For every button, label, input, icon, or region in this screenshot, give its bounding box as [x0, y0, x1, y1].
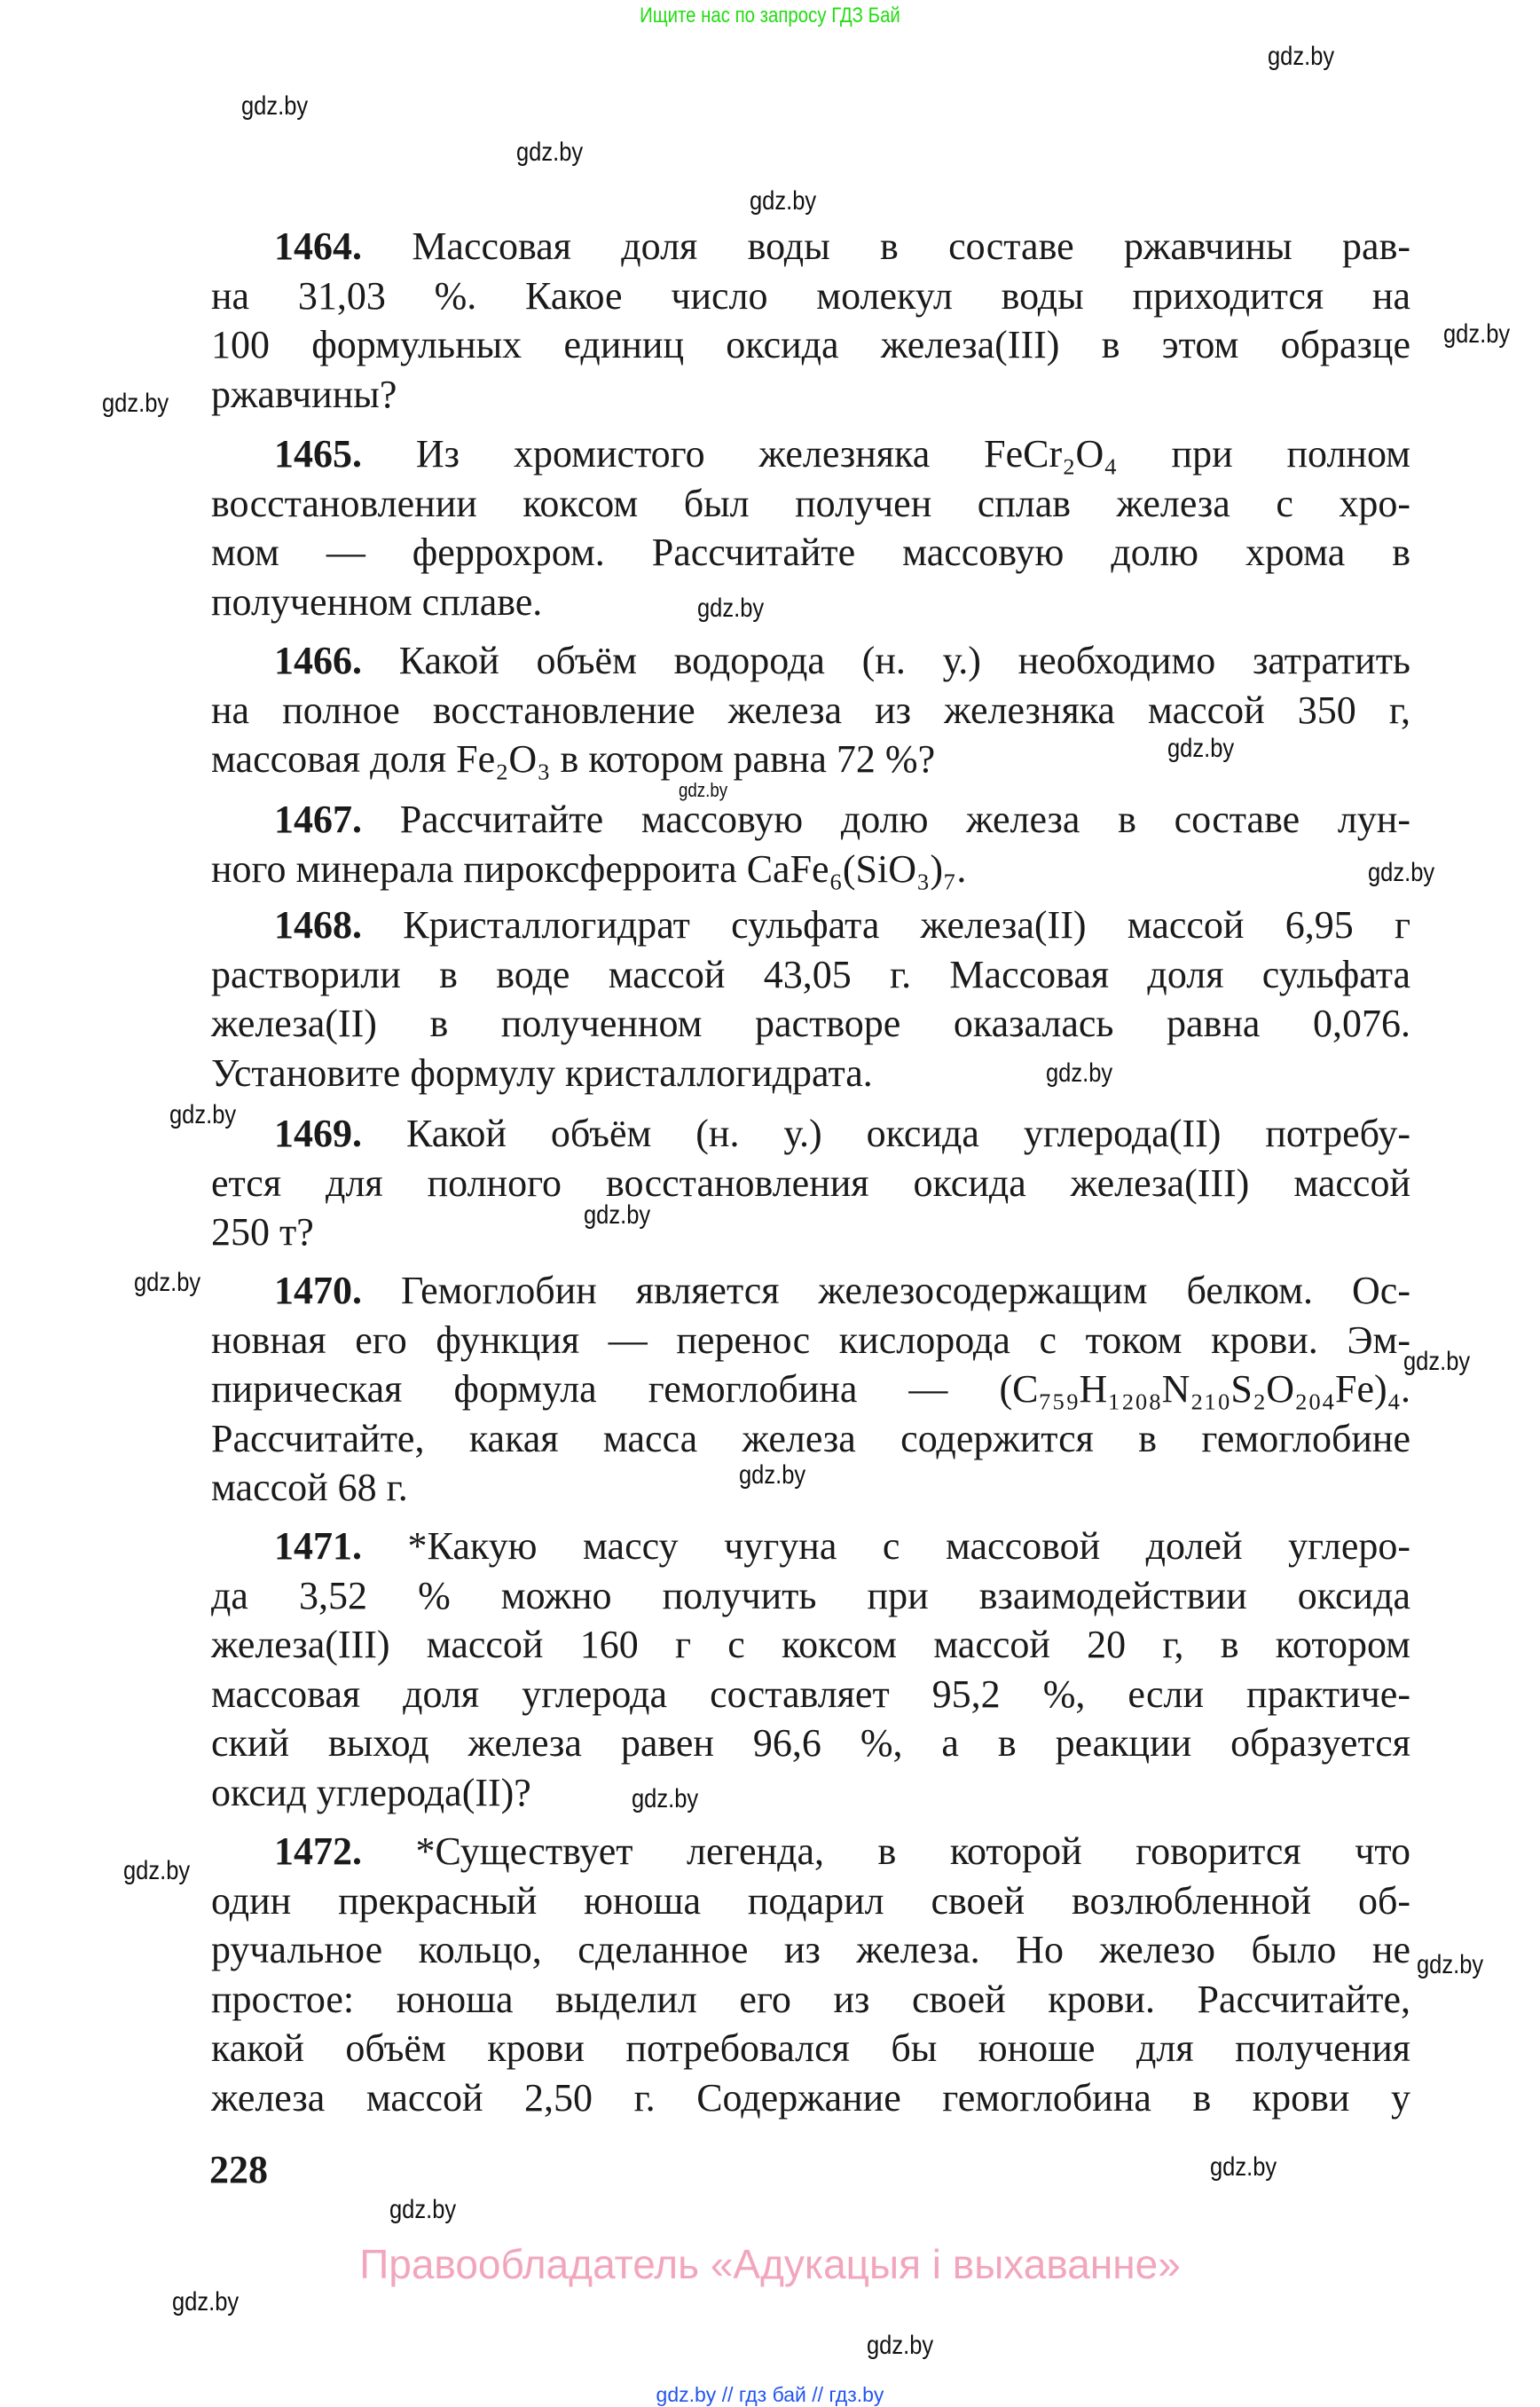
- problem-text-line: [211, 1207, 1410, 1257]
- problem-text-line: [211, 1925, 1410, 1975]
- problem-text-line: [211, 1316, 1410, 1365]
- problem-text: *Какую массу чугуна с массовой долей углеро-: [407, 1524, 1410, 1568]
- problem-text-line: [211, 1768, 1410, 1818]
- problem-text-line: [211, 271, 1410, 321]
- problem-1464: [211, 222, 1410, 419]
- watermark: gdz.by: [584, 1200, 651, 1230]
- problem-1468: [211, 901, 1410, 1097]
- rights-holder: Правообладатель «Адукацыя і выхаванне»: [359, 2241, 1181, 2287]
- problem-text: Гемоглобин является железосодержащим белком. Ос-: [401, 1269, 1410, 1312]
- problem-text: железа массой 2,50 г. Содержание гемоглобина в крови у: [211, 2075, 1410, 2120]
- problem-text-line: [211, 2073, 1410, 2123]
- watermark: gdz.by: [1368, 858, 1435, 887]
- problem-text-line: [211, 636, 1410, 686]
- problem-text: пирическая формула гемоглобина — (C₇₅₉H₁₂₀₈N₂₁₀S₂O₂₀₄Fe)₄.: [211, 1367, 1410, 1412]
- problem-text: Установите формулу кристаллогидрата.: [211, 1050, 873, 1095]
- problem-text: 250 т?: [211, 1210, 314, 1255]
- problem-text-line: [211, 1159, 1410, 1208]
- watermark: gdz.by: [679, 779, 728, 801]
- problem-number: 1467.: [274, 798, 362, 841]
- problem-text-line: [211, 1719, 1410, 1768]
- problem-text-line: [211, 370, 1410, 420]
- problem-text: мом — феррохром. Рассчитайте массовую долю хрома в: [211, 531, 1410, 575]
- watermark: gdz.by: [1443, 319, 1511, 349]
- problem-text: один прекрасный юноша подарил своей возлюбленной об-: [211, 1878, 1410, 1923]
- watermark: gdz.by: [134, 1268, 201, 1297]
- problem-text-line: [211, 999, 1410, 1049]
- problem-text: ется для полного восстановления оксида железа(III) массой: [211, 1160, 1410, 1205]
- problem-number: 1471.: [274, 1524, 362, 1568]
- watermark: gdz.by: [1167, 734, 1235, 763]
- problem-number: 1466.: [274, 639, 362, 682]
- problem-text: какой объём крови потребовался бы юноше для получения: [211, 2026, 1410, 2071]
- watermark: gdz.by: [739, 1460, 806, 1490]
- problem-text: растворили в воде массой 43,05 г. Массовая доля сульфата: [211, 952, 1410, 996]
- problem-text: ский выход железа равен 96,6 %, а в реакции образуется: [211, 1721, 1410, 1766]
- problem-text-line: [211, 686, 1410, 735]
- watermark: gdz.by: [516, 138, 584, 167]
- problem-text: массовая доля Fe₂O₃ в котором равна 72 %?: [211, 737, 936, 782]
- problem-text: на полное восстановление железа из железняка массой 350 г,: [211, 688, 1410, 732]
- problem-text-line: [211, 1571, 1410, 1621]
- problem-number: 1465.: [274, 432, 362, 476]
- watermark: gdz.by: [1268, 42, 1335, 71]
- problem-text-line: [211, 1049, 1410, 1098]
- watermark: gdz.by: [169, 1100, 237, 1129]
- problem-text: восстановлении коксом был получен сплав железа с хро-: [211, 481, 1410, 525]
- problem-text: да 3,52 % можно получить при взаимодействии оксида: [211, 1573, 1410, 1617]
- problem-text-line: [211, 1522, 1410, 1571]
- problem-text-line: [211, 845, 1410, 894]
- problem-text: массовая доля углерода составляет 95,2 %, если практиче-: [211, 1672, 1410, 1716]
- problem-text-line: [211, 479, 1410, 529]
- problem-text-line: [211, 429, 1410, 479]
- problem-number: 1470.: [274, 1269, 362, 1312]
- problem-text: простое: юноша выделил его из своей крови. Рассчитайте,: [211, 1977, 1410, 2021]
- problem-number: 1472.: [274, 1829, 362, 1873]
- problem-text: ного минерала пироксферроита CaFe₆(SiO₃)₇.: [211, 846, 967, 891]
- problem-1471: [211, 1522, 1410, 1817]
- page-number: 228: [209, 2148, 268, 2191]
- problem-text: новная его функция — перенос кислорода с током крови. Эм-: [211, 1318, 1410, 1362]
- problem-text: Какой объём (н. у.) оксида углерода(II) потребу-: [405, 1112, 1411, 1155]
- problem-text: Массовая доля воды в составе ржавчины рав-: [412, 224, 1411, 268]
- footer-links[interactable]: gdz.by // гдз бай // гдз.by: [656, 2383, 884, 2406]
- problem-text: ручальное кольцо, сделанное из железа. Но железо было не: [211, 1928, 1410, 1972]
- problem-text-line: [211, 1827, 1410, 1876]
- search-hint-banner: Ищите нас по запросу ГДЗ Бай: [640, 4, 900, 28]
- problem-text: Рассчитайте массовую долю железа в составе лун-: [399, 798, 1410, 841]
- watermark: gdz.by: [1403, 1347, 1471, 1376]
- watermark: gdz.by: [1417, 1950, 1484, 1979]
- problem-text: Из хромистого железняка FeCr₂O₄ при полном: [415, 432, 1410, 476]
- problem-text: Кристаллогидрат сульфата железа(II) массой 6,95 г: [403, 903, 1410, 947]
- watermark: gdz.by: [697, 594, 765, 623]
- watermark: gdz.by: [172, 2287, 240, 2317]
- problem-1472: [211, 1827, 1410, 2122]
- problem-text-line: [211, 1365, 1410, 1414]
- problem-text: оксид углерода(II)?: [211, 1770, 531, 1814]
- watermark: gdz.by: [1046, 1058, 1113, 1088]
- problem-number: 1464.: [274, 224, 362, 268]
- problem-text-line: [211, 528, 1410, 578]
- problem-text-line: [211, 795, 1410, 845]
- problem-1470: [211, 1266, 1410, 1513]
- problem-text-line: [211, 1620, 1410, 1670]
- problem-text: железа(III) массой 160 г с коксом массой 20 г, в котором: [211, 1623, 1410, 1667]
- watermark: gdz.by: [750, 186, 817, 216]
- problem-text: железа(II) в полученном растворе оказалась равна 0,076.: [211, 1002, 1410, 1046]
- problem-text-line: [211, 1670, 1410, 1719]
- problem-text: полученном сплаве.: [211, 579, 543, 624]
- problem-text: на 31,03 %. Какое число молекул воды приходится на: [211, 273, 1410, 318]
- problem-text-line: [211, 1266, 1410, 1316]
- problem-text: ржавчины?: [211, 372, 397, 416]
- problem-text-line: [211, 2024, 1410, 2073]
- problem-number: 1468.: [274, 903, 362, 947]
- problem-text: 100 формульных единиц оксида железа(III) в этом образце: [211, 323, 1410, 367]
- problem-1469: [211, 1109, 1410, 1257]
- problem-text-line: [211, 1975, 1410, 2025]
- problem-text-line: [211, 901, 1410, 950]
- problem-text: массой 68 г.: [211, 1466, 408, 1510]
- problem-text-line: [211, 222, 1410, 271]
- problem-text-line: [211, 1460, 1410, 1513]
- problem-text: *Существует легенда, в которой говорится что: [415, 1829, 1410, 1873]
- problem-text: Рассчитайте, какая масса железа содержится в гемоглобине: [211, 1416, 1410, 1460]
- problem-text: Какой объём водорода (н. у.) необходимо затратить: [398, 639, 1411, 682]
- problem-text-line: [211, 1109, 1410, 1159]
- watermark: gdz.by: [389, 2195, 457, 2224]
- problem-text-line: [211, 320, 1410, 370]
- watermark: gdz.by: [102, 389, 169, 418]
- problem-text-line: [211, 1414, 1410, 1464]
- watermark: gdz.by: [632, 1784, 699, 1813]
- problem-text-line: [211, 950, 1410, 1000]
- problem-text-line: [211, 578, 1410, 627]
- problem-number: 1469.: [274, 1112, 362, 1155]
- watermark: gdz.by: [123, 1856, 191, 1885]
- watermark: gdz.by: [241, 91, 309, 121]
- problem-text-line: [211, 1876, 1410, 1926]
- problem-1467: [211, 795, 1410, 893]
- watermark: gdz.by: [1210, 2152, 1277, 2182]
- problem-1465: [211, 429, 1410, 626]
- watermark: gdz.by: [867, 2331, 934, 2360]
